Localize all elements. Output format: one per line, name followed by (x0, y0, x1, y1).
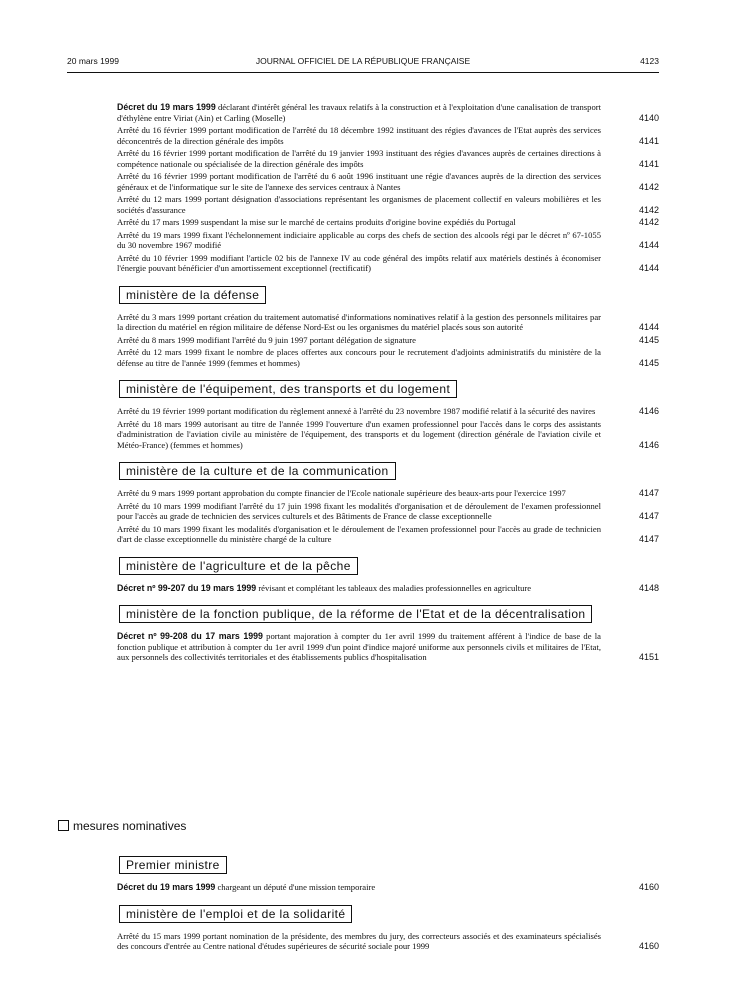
entry-page-number: 4146 (638, 439, 659, 450)
entry-text (117, 312, 601, 333)
toc-entry[interactable] (117, 194, 659, 215)
section-title: mesures nominatives (73, 819, 187, 833)
toc-entry[interactable] (117, 217, 659, 228)
entry-description: Arrêté du 12 mars 1999 portant désignation d'associations représentant les organismes de placement collectif en valeurs mobilières et les sociétés d'assurance (117, 194, 601, 215)
entry-description: Arrêté du 15 mars 1999 portant nomination de la présidente, des membres du jury, des correcteurs associés et des examinateurs spécialisés des concours d'entrée au Centre national d'études supérieures de sécurité sociale pour 1999 (117, 930, 601, 951)
toc-entry[interactable] (117, 931, 659, 952)
ministry-heading: ministère de la culture et de la communication (119, 462, 396, 480)
entry-description: Arrêté du 12 mars 1999 fixant le nombre de places offertes aux concours pour le recrutement d'adjoints administratifs du ministère de la défense au titre de l'année 1999 (femmes et hommes) (117, 347, 601, 368)
entry-page-number: 4151 (638, 652, 659, 662)
page-header (67, 56, 659, 70)
entry-decree-title: Décret nº 99-208 du 17 mars 1999 (117, 631, 263, 641)
toc-entry[interactable] (117, 230, 659, 251)
entry-page-number: 4147 (638, 511, 659, 521)
toc-entry[interactable] (117, 419, 659, 451)
toc-entry[interactable] (117, 125, 659, 146)
ministry-heading: ministère de la fonction publique, de la réforme de l'Etat et de la décentralisation (119, 605, 592, 623)
entry-description: Arrêté du 18 mars 1999 autorisant au titre de l'année 1999 l'ouverture d'un examen professionnel pour l'accès dans le corps des assistants d'administration de l'aviation civile au ministère de l'équipement, des transports et du logement (direction générale de l'aviation civile et Météo-France) (femmes et hommes) (117, 418, 601, 450)
entry-page-number: 4142 (638, 181, 659, 192)
toc-entry[interactable] (117, 171, 659, 192)
toc-entry[interactable] (117, 501, 659, 522)
entry-description: Arrêté du 10 février 1999 modifiant l'article 02 bis de l'annexe IV au code général des impôts relatif aux matériels destinés à économiser l'énergie pouvant bénéficier d'un amortissement exceptionnel (rectificatif) (117, 252, 601, 273)
toc-entry[interactable] (117, 253, 659, 274)
entry-description: Arrêté du 16 février 1999 portant modification de l'arrêté du 19 janvier 1993 instituant des régies d'avances auprès de certaines directions à compétence nationale ou spécialisée de la direction générale des impôts (117, 148, 601, 169)
toc-entry[interactable] (117, 524, 659, 545)
entry-decree-title: Décret nº 99-207 du 19 mars 1999 (117, 582, 257, 593)
entry-text (117, 194, 601, 215)
entry-page-number: 4146 (638, 406, 659, 416)
entry-description: Arrêté du 10 mars 1999 fixant les modalités d'organisation et le déroulement de l'examen professionnel pour l'accès au grade de technicien d'art de classe exceptionnelle du ministère chargé de la culture (117, 523, 601, 544)
entry-description: Arrêté du 16 février 1999 portant modification de l'arrêté du 6 août 1996 instituant une régie d'avances auprès de la direction des services généraux et de l'informatique sur le site de l'annexe des services centraux à Nantes (117, 171, 601, 192)
entry-text (117, 171, 601, 192)
entry-description: Arrêté du 19 mars 1999 fixant l'échelonnement indiciaire applicable au corps des chefs de section des alcools régi par le décret nº 67-1055 du 30 novembre 1967 modifié (117, 229, 601, 250)
entry-page-number: 4148 (638, 582, 659, 593)
entry-text (117, 253, 601, 274)
header-page-number: 4123 (640, 56, 659, 66)
toc-entry[interactable] (117, 312, 659, 333)
entry-text (117, 583, 601, 594)
entry-description: portant majoration à compter du 1er avril 1999 du traitement afférent à l'indice de base de la fonction publique et attribution à compter du 1er avril 1999 d'un point d'indice majoré uniforme aux personnels civils et militaires de l'Etat, aux personnels des collectivités territoriales et des établissements publics d'hospitalisation (117, 631, 601, 662)
toc-entry[interactable] (117, 335, 659, 346)
entry-page-number: 4145 (638, 334, 659, 345)
entry-page-number: 4144 (638, 322, 659, 332)
toc-entry[interactable] (117, 347, 659, 368)
header-rule (67, 72, 659, 73)
ministry-heading: ministère de l'agriculture et de la pêche (119, 557, 358, 575)
entry-description: Arrêté du 3 mars 1999 portant création du traitement automatisé d'informations nominatives relatif à la gestion des personnels militaires par la direction du matériel en région militaire de défense Nord-Est ou les organismes du matériel placés sous son autorité (117, 311, 601, 332)
toc-entry[interactable] (117, 583, 659, 594)
entry-description: Arrêté du 19 février 1999 portant modification du règlement annexé à l'arrêté du 23 novembre 1987 modifié relatif à la sécurité des navires (117, 406, 596, 416)
entry-page-number: 4160 (638, 882, 659, 892)
table-of-contents (117, 102, 659, 665)
entry-page-number: 4147 (638, 534, 659, 544)
entry-page-number: 4147 (638, 488, 659, 498)
entry-description: Arrêté du 8 mars 1999 modifiant l'arrêté du 9 juin 1997 portant délégation de signature (117, 334, 416, 345)
entry-page-number: 4140 (638, 112, 659, 123)
toc-entry[interactable] (117, 102, 659, 123)
toc-entry[interactable] (117, 488, 659, 499)
toc-entry[interactable] (117, 148, 659, 169)
entry-text (117, 406, 601, 417)
entry-text (117, 217, 601, 228)
entry-text (117, 631, 601, 663)
ministry-heading: ministère de la défense (119, 286, 266, 304)
checkbox-square-icon (58, 820, 69, 831)
entry-decree-title: Décret du 19 mars 1999 (117, 102, 216, 112)
entry-text (117, 230, 601, 251)
entry-text (117, 524, 601, 545)
entry-page-number: 4144 (638, 240, 659, 250)
header-title: JOURNAL OFFICIEL DE LA RÉPUBLIQUE FRANÇAISE (255, 56, 471, 66)
entry-text (117, 488, 601, 499)
ministry-heading: ministère de l'équipement, des transports et du logement (119, 380, 457, 398)
section-heading (58, 819, 186, 833)
entry-text (117, 125, 601, 146)
header-date: 20 mars 1999 (67, 56, 119, 66)
ministry-heading: Premier ministre (119, 856, 227, 874)
ministry-heading: ministère de l'emploi et de la solidarité (119, 905, 352, 923)
entry-description: Arrêté du 9 mars 1999 portant approbation du compte financier de l'Ecole nationale supérieure des beaux-arts pour l'exercice 1997 (117, 488, 566, 498)
entry-page-number: 4141 (638, 135, 659, 146)
entry-text (117, 501, 601, 522)
entry-page-number: 4145 (638, 357, 659, 368)
entry-description: Arrêté du 16 février 1999 portant modification de l'arrêté du 18 décembre 1992 instituant des régies d'avances de l'Etat auprès des services déconcentrés de la direction générale des impôts (117, 125, 601, 146)
entry-page-number: 4160 (638, 941, 659, 951)
entry-page-number: 4144 (638, 263, 659, 273)
entry-description: déclarant d'intérêt général les travaux relatifs à la construction et à l'exploitation d'une canalisation de transport d'éthylène entre Viriat (Ain) et Carling (Moselle) (117, 102, 601, 123)
entry-page-number: 4141 (638, 158, 659, 169)
entry-page-number: 4142 (638, 204, 659, 215)
entry-description: Arrêté du 17 mars 1999 suspendant la mise sur le marché de certains produits d'origine bovine expédiés du Portugal (117, 217, 516, 227)
toc-entry[interactable] (117, 406, 659, 417)
entry-text (117, 882, 601, 893)
entry-text (117, 931, 601, 952)
entry-text (117, 335, 601, 346)
toc-entry[interactable] (117, 631, 659, 663)
entry-description: Arrêté du 10 mars 1999 modifiant l'arrêté du 17 juin 1998 fixant les modalités d'organisation et de déroulement de l'examen professionnel pour l'accès au grade de technicien des services culturels et des Bâtiments de France de classe exceptionnelle (117, 500, 601, 521)
entry-text (117, 148, 601, 169)
entry-decree-title: Décret du 19 mars 1999 (117, 882, 216, 892)
entry-description: révisant et complétant les tableaux des maladies professionnelles en agriculture (256, 582, 532, 593)
entry-text (117, 347, 601, 368)
nominative-measures-list (117, 846, 659, 954)
entry-text (117, 419, 601, 451)
toc-entry[interactable] (117, 882, 659, 893)
entry-page-number: 4142 (638, 217, 659, 227)
entry-description: chargeant un député d'une mission temporaire (215, 882, 376, 892)
entry-text (117, 102, 601, 123)
